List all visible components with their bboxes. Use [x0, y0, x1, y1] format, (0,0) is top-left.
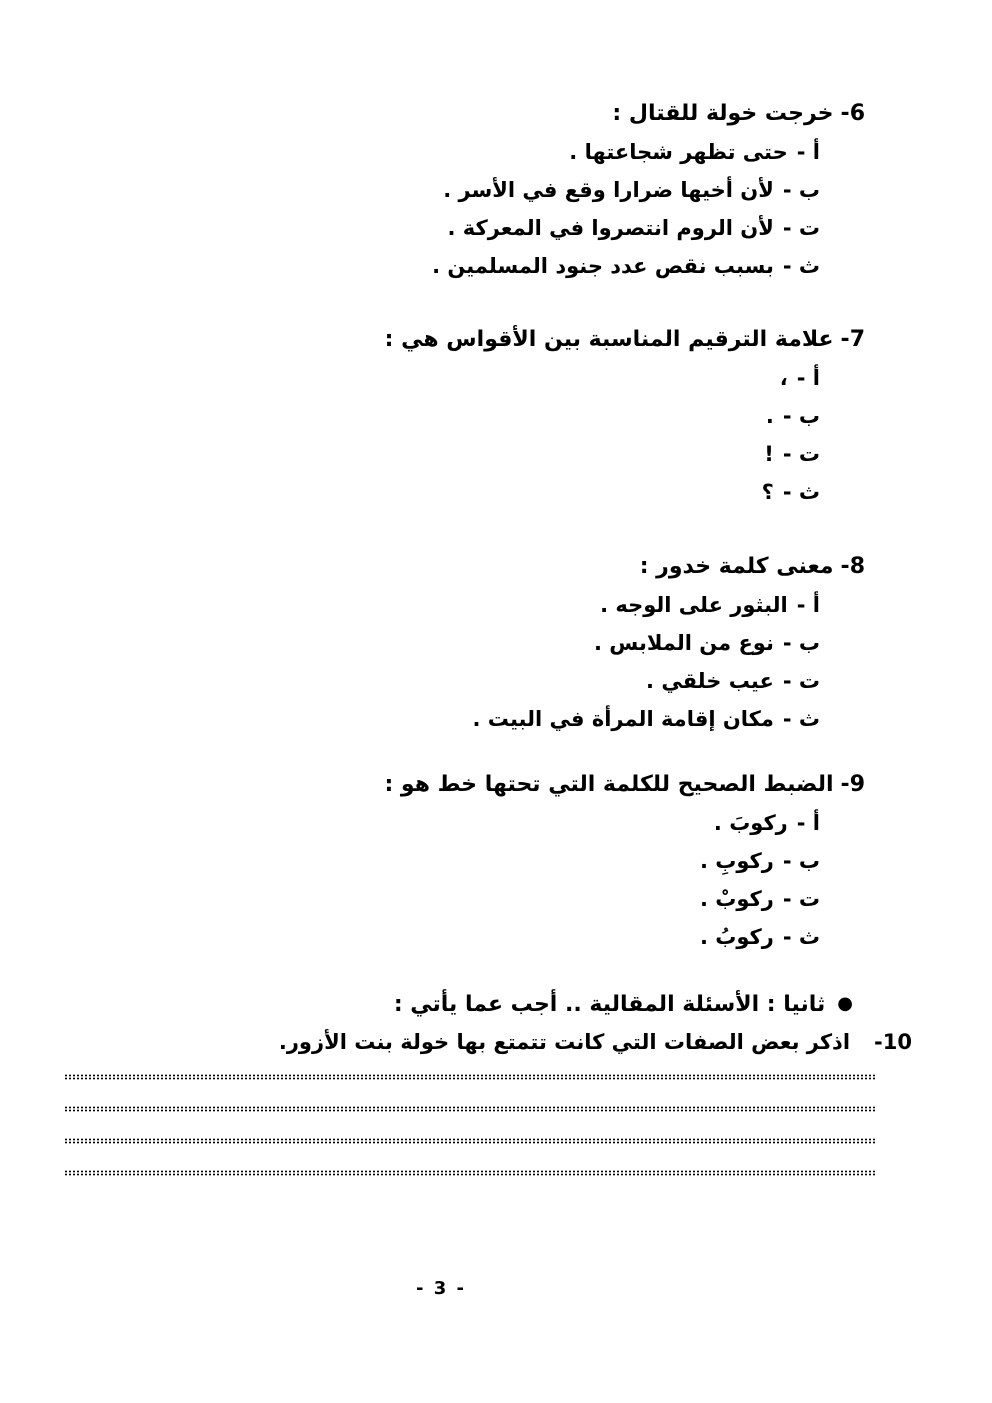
question-8-options [20, 586, 820, 738]
option-text: عيب خلقي . [646, 669, 774, 693]
option-row [20, 586, 820, 624]
option-row [20, 842, 820, 880]
option-row [20, 171, 820, 209]
answer-lines [64, 1074, 877, 1202]
option-text: لأن الروم انتصروا في المعركة . [447, 216, 774, 240]
question-6-heading [20, 95, 865, 133]
option-letter: ب - [782, 178, 820, 202]
question-text: علامة الترقيم المناسبة بين الأقواس هي : [384, 327, 834, 352]
option-text: ! [764, 442, 774, 466]
option-row [20, 209, 820, 247]
option-text: لأن أخيها ضرارا وقع في الأسر . [443, 178, 774, 202]
answer-line [64, 1170, 877, 1176]
option-row [20, 435, 820, 473]
section-2-title: ثانيا : الأسئلة المقالية .. أجب عما يأتي : [393, 992, 826, 1017]
question-7-heading [20, 321, 865, 359]
option-row [20, 359, 820, 397]
page-number: - 3 - [416, 1278, 466, 1299]
question-6-options [20, 133, 820, 285]
section-2-header [20, 985, 853, 1024]
option-letter: أ - [796, 140, 820, 164]
option-text: مكان إقامة المرأة في البيت . [472, 707, 774, 731]
answer-line [64, 1106, 877, 1112]
option-letter: أ - [796, 811, 820, 835]
option-text: بسبب نقص عدد جنود المسلمين . [432, 254, 774, 278]
option-text: ؟ [761, 480, 774, 504]
option-letter: أ - [796, 366, 820, 390]
option-letter: ث - [782, 707, 820, 731]
option-letter: ت - [782, 216, 820, 240]
option-text: حتى تظهر شجاعتها . [569, 140, 788, 164]
option-row [20, 247, 820, 285]
question-number: 8- [840, 554, 865, 579]
option-text: ، [779, 366, 788, 390]
option-row [20, 804, 820, 842]
option-text: ركوبِ . [700, 849, 774, 873]
section-2-title-line [20, 985, 853, 1024]
question-text: خرجت خولة للقتال : [612, 101, 834, 126]
bullet-icon: ● [837, 993, 853, 1014]
option-letter: ب - [782, 849, 820, 873]
question-8 [20, 548, 865, 738]
question-text: الضبط الصحيح للكلمة التي تحتها خط هو : [384, 772, 834, 797]
option-row [20, 662, 820, 700]
question-text: معنى كلمة خدور : [639, 554, 834, 579]
question-9-options [20, 804, 820, 956]
option-row [20, 473, 820, 511]
option-text: ركوبْ . [700, 887, 774, 911]
question-6 [20, 95, 865, 285]
question-7 [20, 321, 865, 511]
option-row [20, 880, 820, 918]
question-number: 6- [840, 101, 865, 126]
option-letter: ث - [782, 480, 820, 504]
option-letter: ت - [782, 442, 820, 466]
question-text: اذكر بعض الصفات التي كانت تتمتع بها خولة بنت الأزور. [278, 1030, 851, 1054]
option-letter: ث - [782, 925, 820, 949]
question-9 [20, 766, 865, 956]
question-number: 7- [840, 327, 865, 352]
question-9-heading [20, 766, 865, 804]
question-7-options [20, 359, 820, 511]
option-row [20, 700, 820, 738]
option-letter: ث - [782, 254, 820, 278]
option-row [20, 133, 820, 171]
option-row [20, 397, 820, 435]
option-letter: ت - [782, 887, 820, 911]
option-text: البثور على الوجه . [600, 593, 788, 617]
answer-line [64, 1138, 877, 1144]
answer-line [64, 1074, 877, 1080]
option-text: . [765, 404, 774, 428]
question-number: 10- [874, 1030, 912, 1054]
option-letter: ب - [782, 404, 820, 428]
question-number: 9- [840, 772, 865, 797]
question-10 [20, 1023, 912, 1061]
option-letter: ت - [782, 669, 820, 693]
option-row [20, 918, 820, 956]
option-text: ركوبَ . [713, 811, 788, 835]
option-text: ركوبُ . [700, 925, 774, 949]
option-text: نوع من الملابس . [593, 631, 774, 655]
question-8-heading [20, 548, 865, 586]
option-letter: أ - [796, 593, 820, 617]
option-letter: ب - [782, 631, 820, 655]
option-row [20, 624, 820, 662]
